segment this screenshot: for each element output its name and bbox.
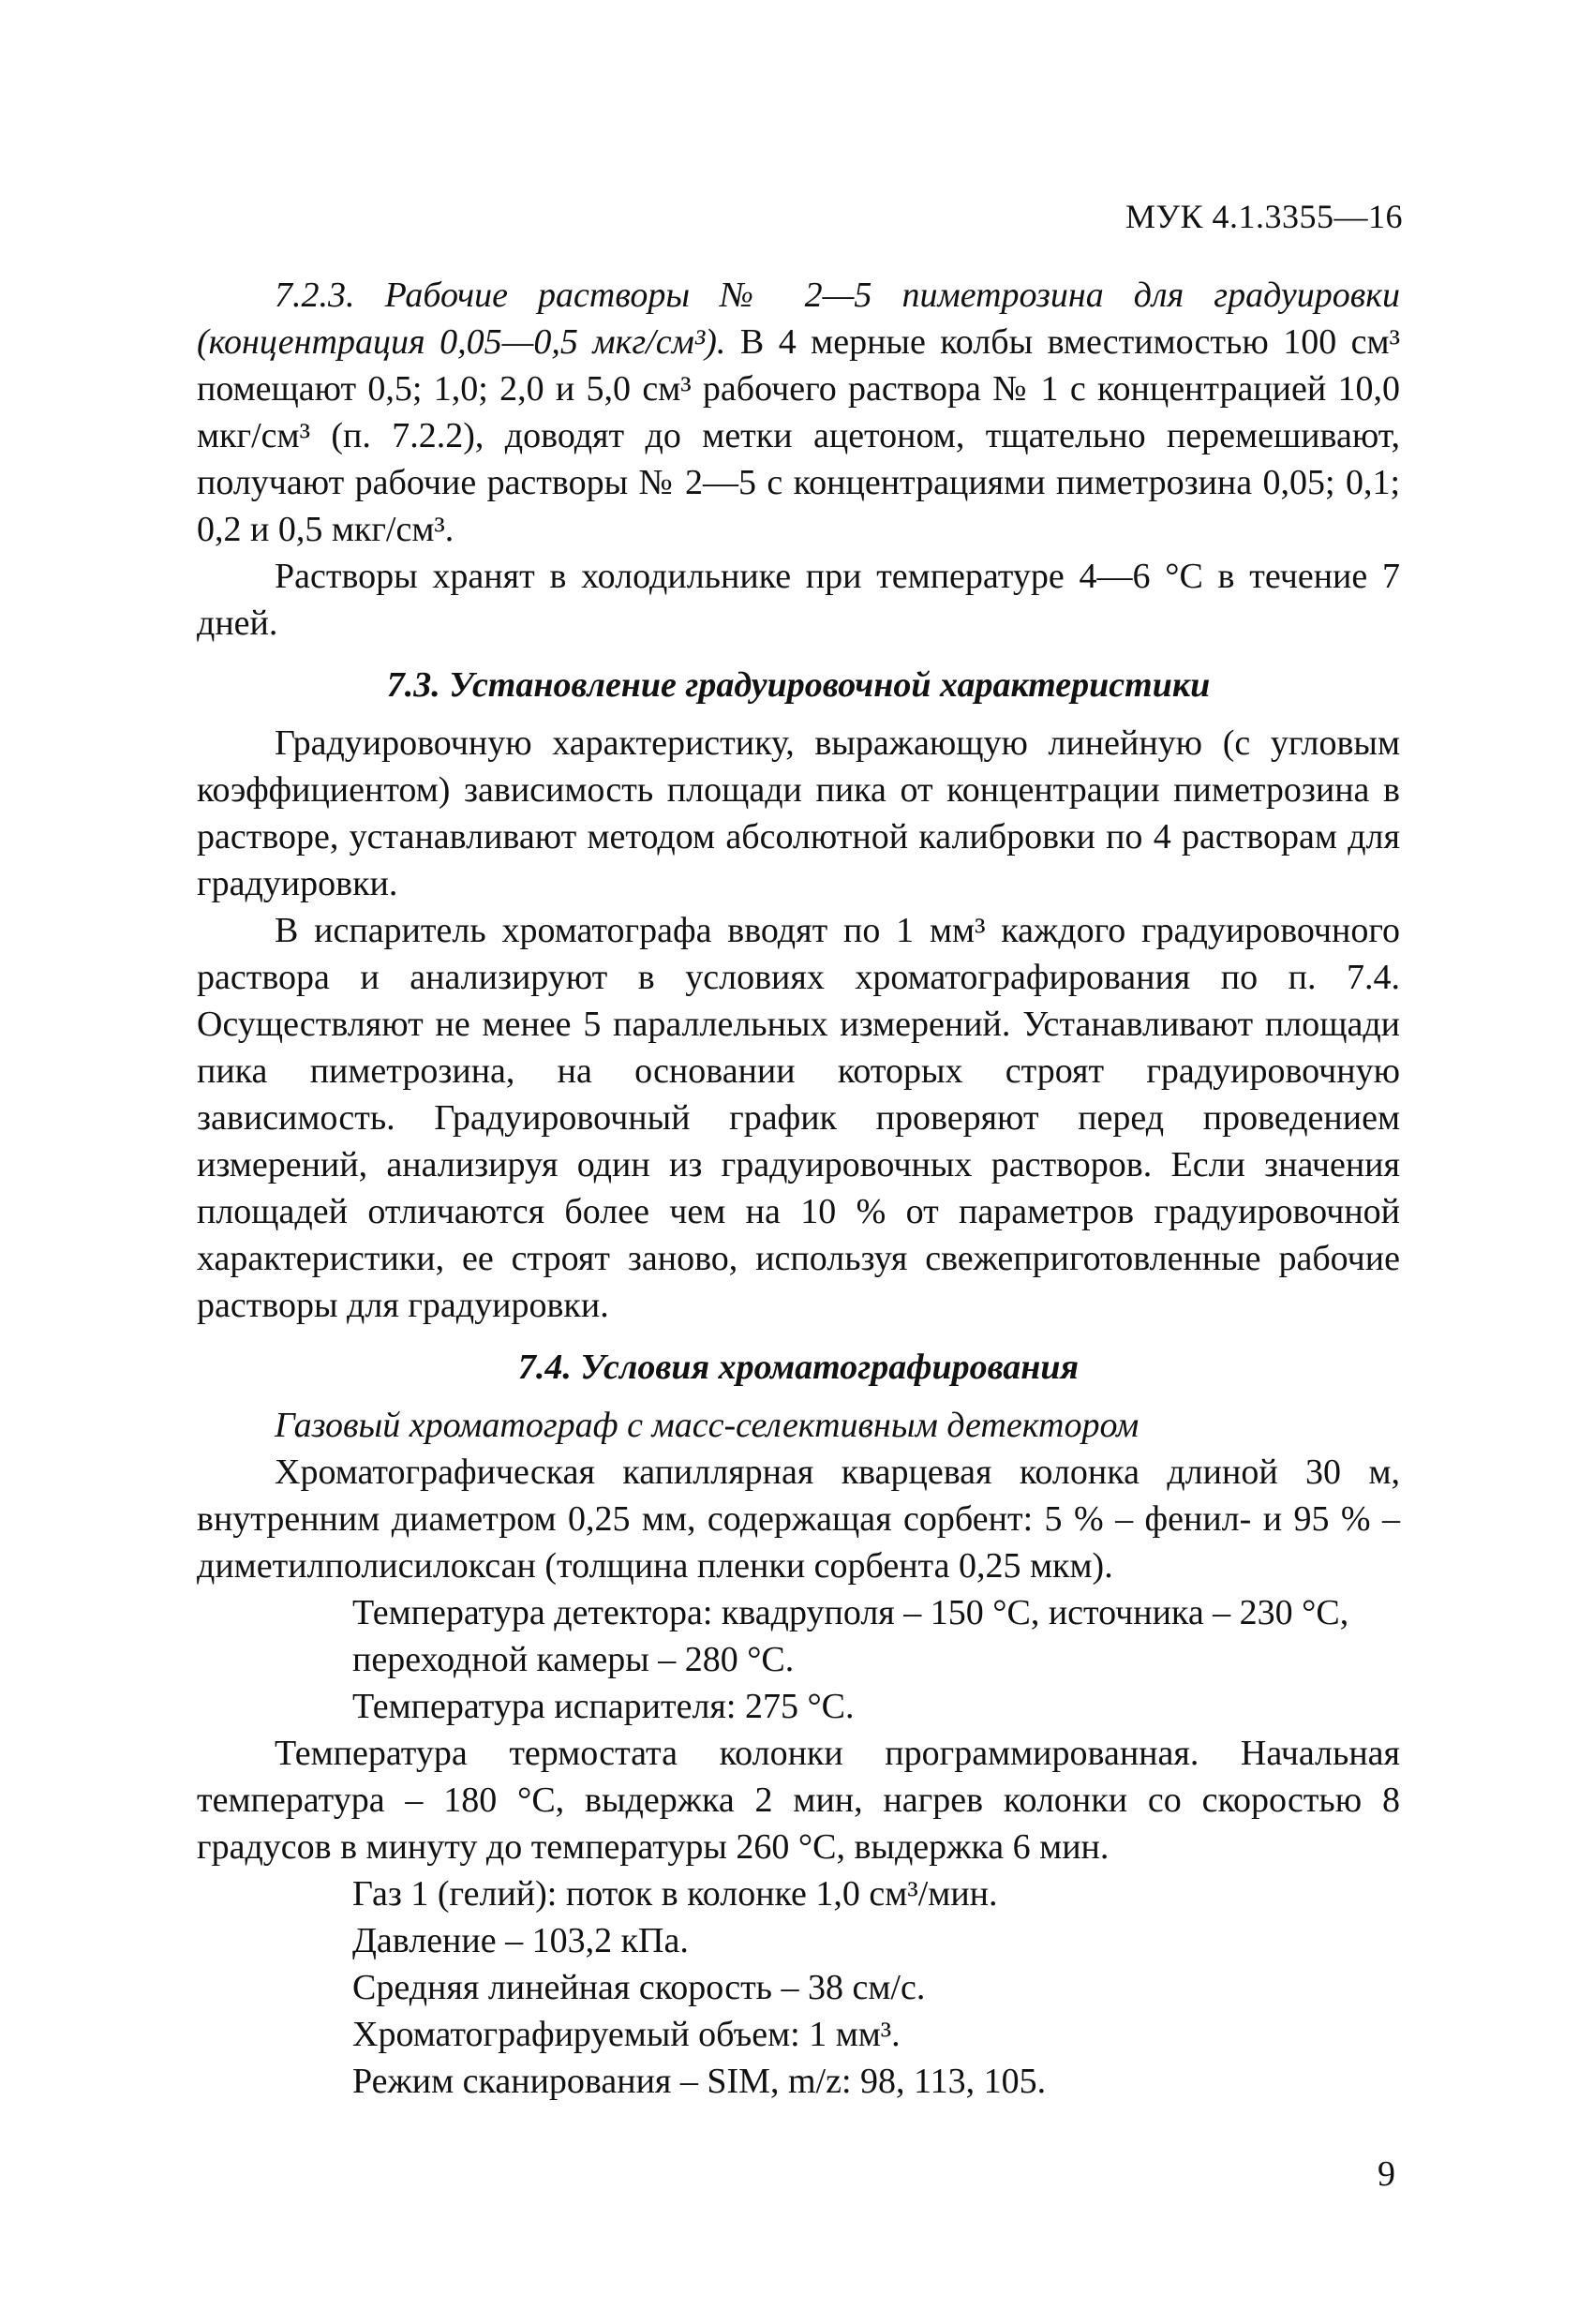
section-7-3-heading: 7.3. Установление градуировочной характеристики [386, 665, 1211, 705]
page-content [197, 272, 1400, 2105]
column-paragraph: Хроматографическая капиллярная кварцевая колонка длиной 30 м, внутренним диаметром 0,25 мм, содержащая сорбент: 5 % – фенил- и 95 % – диметилполисилоксан (толщина пленки сорбента 0,25 мкм). [197, 1452, 1400, 1586]
detector-temperature-line: Температура детектора: квадруполя – 150 °С, источника – 230 °С, [352, 1593, 1349, 1632]
section-7-2-3-paragraph [197, 272, 1400, 553]
evaporator-temperature-line: Температура испарителя: 275 °С. [352, 1687, 855, 1726]
carrier-gas-line: Газ 1 (гелий): поток в колонке 1,0 см³/мин. [352, 1874, 998, 1914]
section-7-2-3-body: В 4 мерные колбы вместимостью 100 см³ помещают 0,5; 1,0; 2,0 и 5,0 см³ рабочего раствора № 1 с концентрацией 10,0 мкг/см³ (п. 7.2.2), доводят до метки ацетоном, тщательно перемешивают, получают рабочие растворы № 2—5 с концентрациями пиметрозина 0,05; 0,1; 0,2 и 0,5 мкг/см³. [197, 322, 1400, 549]
calibration-paragraph-1: Градуировочную характеристику, выражающую линейную (с угловым коэффициентом) зависимость площади пика от концентрации пиметрозина в растворе, устанавливают методом абсолютной калибровки по 4 растворам для градуировки. [197, 723, 1400, 903]
thermostat-paragraph: Температура термостата колонки программированная. Начальная температура – 180 °С, выдержка 2 мин, нагрев колонки со скоростью 8 градусов в минуту до температуры 260 °С, выдержка 6 мин. [197, 1734, 1400, 1867]
chromatograph-subheading: Газовый хроматограф с масс-селективным детектором [275, 1406, 1140, 1445]
scan-mode-line: Режим сканирования – SIM, m/z: 98, 113, 105. [352, 2062, 1047, 2101]
section-7-2-3-title: 7.2.3. Рабочие растворы № 2—5 пиметрозина для градуировки (концентрация 0,05—0,5 мкг/см³). [197, 276, 1400, 362]
storage-paragraph: Растворы хранят в холодильнике при температуре 4—6 °С в течение 7 дней. [197, 557, 1400, 643]
calibration-paragraph-2: В испаритель хроматографа вводят по 1 мм³ каждого градуировочного раствора и анализируют в условиях хроматографирования по п. 7.4. Осуществляют не менее 5 параллельных измерений. Устанавливают площади пика пиметрозина, на основании которых строят градуировочную зависимость. Градуировочный график проверяют перед проведением измерений, анализируя один из градуировочных растворов. Если значения площадей отличаются более чем на 10 % от параметров градуировочной характеристики, ее строят заново, используя свежеприготовленные рабочие растворы для градуировки. [197, 911, 1400, 1325]
document-code-header: МУК 4.1.3355—16 [1125, 198, 1403, 235]
linear-speed-line: Средняя линейная скорость – 38 см/с. [352, 1968, 926, 2007]
page-number: 9 [1378, 2154, 1395, 2194]
pressure-line: Давление – 103,2 кПа. [352, 1921, 689, 1960]
section-7-4-heading: 7.4. Условия хроматографирования [517, 1348, 1080, 1387]
transfer-chamber-temperature-line: переходной камеры – 280 °С. [352, 1640, 795, 1679]
injection-volume-line: Хроматографируемый объем: 1 мм³. [352, 2015, 901, 2054]
